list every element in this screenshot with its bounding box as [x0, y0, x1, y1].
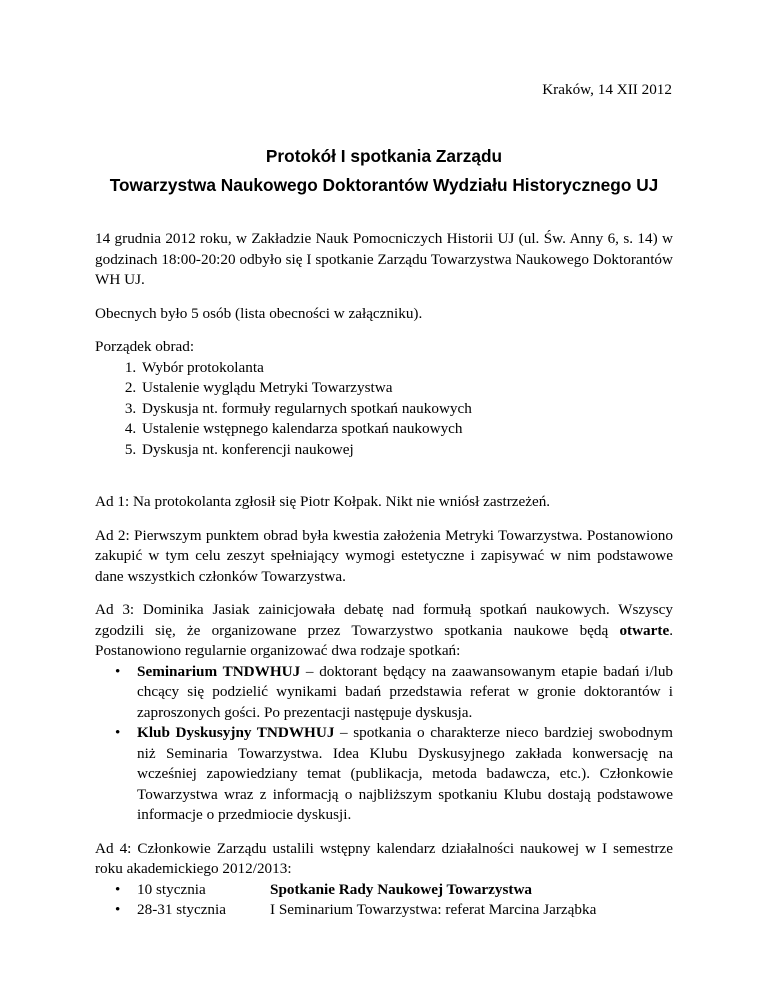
meeting-type-name: Seminarium TNDWHUJ	[137, 662, 301, 680]
agenda-label: Porządek obrad:	[95, 338, 195, 355]
meeting-type-description: – spotkania o charakterze nieco bardziej swobodnym niż Seminaria Towarzystwa. Idea Klubu Dyskusyjnego zakłada konwersację na wcześniej zapowiedziany temat (publikacja, metoda badawcza, etc.). Członkowie Towarzystwa wraz z informacją o najbliższym spotkaniu Klubu dostają podstawowe informacje o przedmiocie dyskusji.	[137, 724, 673, 823]
ad3-text-before: Ad 3: Dominika Jasiak zainicjowała debatę nad formułą spotkań naukowych. Wszyscy zgodzili się, że organizowane przez Towarzystwo spotkania naukowe będą	[95, 601, 673, 639]
title-line-1: Protokół I spotkania Zarządu	[265, 146, 503, 166]
calendar-date: 10 stycznia	[137, 880, 206, 898]
agenda-item: 1. Wybór protokolanta	[140, 358, 673, 379]
title-line-2: Towarzystwa Naukowego Doktorantów Wydziału Historycznego UJ	[109, 175, 659, 195]
calendar-list	[95, 880, 673, 921]
calendar-entry	[95, 900, 673, 921]
meeting-type-name: Klub Dyskusyjny TNDWHUJ	[137, 724, 335, 741]
attendance-paragraph: Obecnych było 5 osób (lista obecności w załączniku).	[95, 304, 423, 322]
ad3-text-after: . Postanowiono regularnie organizować dwa rodzaje spotkań:	[95, 621, 673, 659]
bullet-icon: •	[115, 662, 121, 680]
document-title	[0, 142, 768, 200]
document-body	[95, 229, 673, 934]
ad2-paragraph: Ad 2: Pierwszym punktem obrad była kwestia założenia Metryki Towarzystwa. Postanowiono zakupić w tym celu zeszyt spełniający wymogi estetyczne i zapisywać w nim podstawowe dane wszystkich członków Towarzystwa.	[95, 526, 673, 585]
ad3-paragraph	[95, 600, 673, 662]
meeting-types-list	[95, 662, 673, 826]
calendar-entry	[95, 880, 673, 901]
meeting-type-club	[95, 723, 673, 826]
bullet-icon: •	[115, 724, 121, 741]
bullet-icon: •	[115, 901, 121, 918]
document-date: Kraków, 14 XII 2012	[542, 81, 672, 98]
agenda-list	[95, 358, 673, 461]
agenda-item: 5. Dyskusja nt. konferencji naukowej	[140, 440, 673, 461]
agenda-item: 3. Dyskusja nt. formuły regularnych spotkań naukowych	[140, 399, 673, 420]
calendar-event: Spotkanie Rady Naukowej Towarzystwa	[270, 880, 533, 898]
ad3-bold-open: otwarte	[619, 621, 670, 639]
intro-paragraph: 14 grudnia 2012 roku, w Zakładzie Nauk Pomocniczych Historii UJ (ul. Św. Anny 6, s. 14) w godzinach 18:00-20:20 odbyło się I spotkanie Zarządu Towarzystwa Naukowego Doktorantów WH UJ.	[95, 230, 673, 288]
ad1-paragraph: Ad 1: Na protokolanta zgłosił się Piotr Kołpak. Nikt nie wniósł zastrzeżeń.	[95, 493, 551, 510]
meeting-type-seminar	[95, 662, 673, 724]
agenda-item: 2. Ustalenie wyglądu Metryki Towarzystwa	[140, 378, 673, 399]
ad4-paragraph: Ad 4: Członkowie Zarządu ustalili wstępny kalendarz działalności naukowej w I semestrze roku akademickiego 2012/2013:	[95, 839, 673, 877]
calendar-date: 28-31 stycznia	[137, 901, 226, 918]
agenda-item: 4. Ustalenie wstępnego kalendarza spotkań naukowych	[140, 419, 673, 440]
meeting-type-description: – doktorant będący na zaawansowanym etapie badań i/lub chcący się podzielić wynikami badań przedstawia referat w gronie doktorantów i zaproszonych gości. Po prezentacji następuje dyskusja.	[137, 662, 674, 721]
bullet-icon: •	[115, 880, 121, 898]
calendar-event: I Seminarium Towarzystwa: referat Marcina Jarząbka	[270, 901, 597, 918]
